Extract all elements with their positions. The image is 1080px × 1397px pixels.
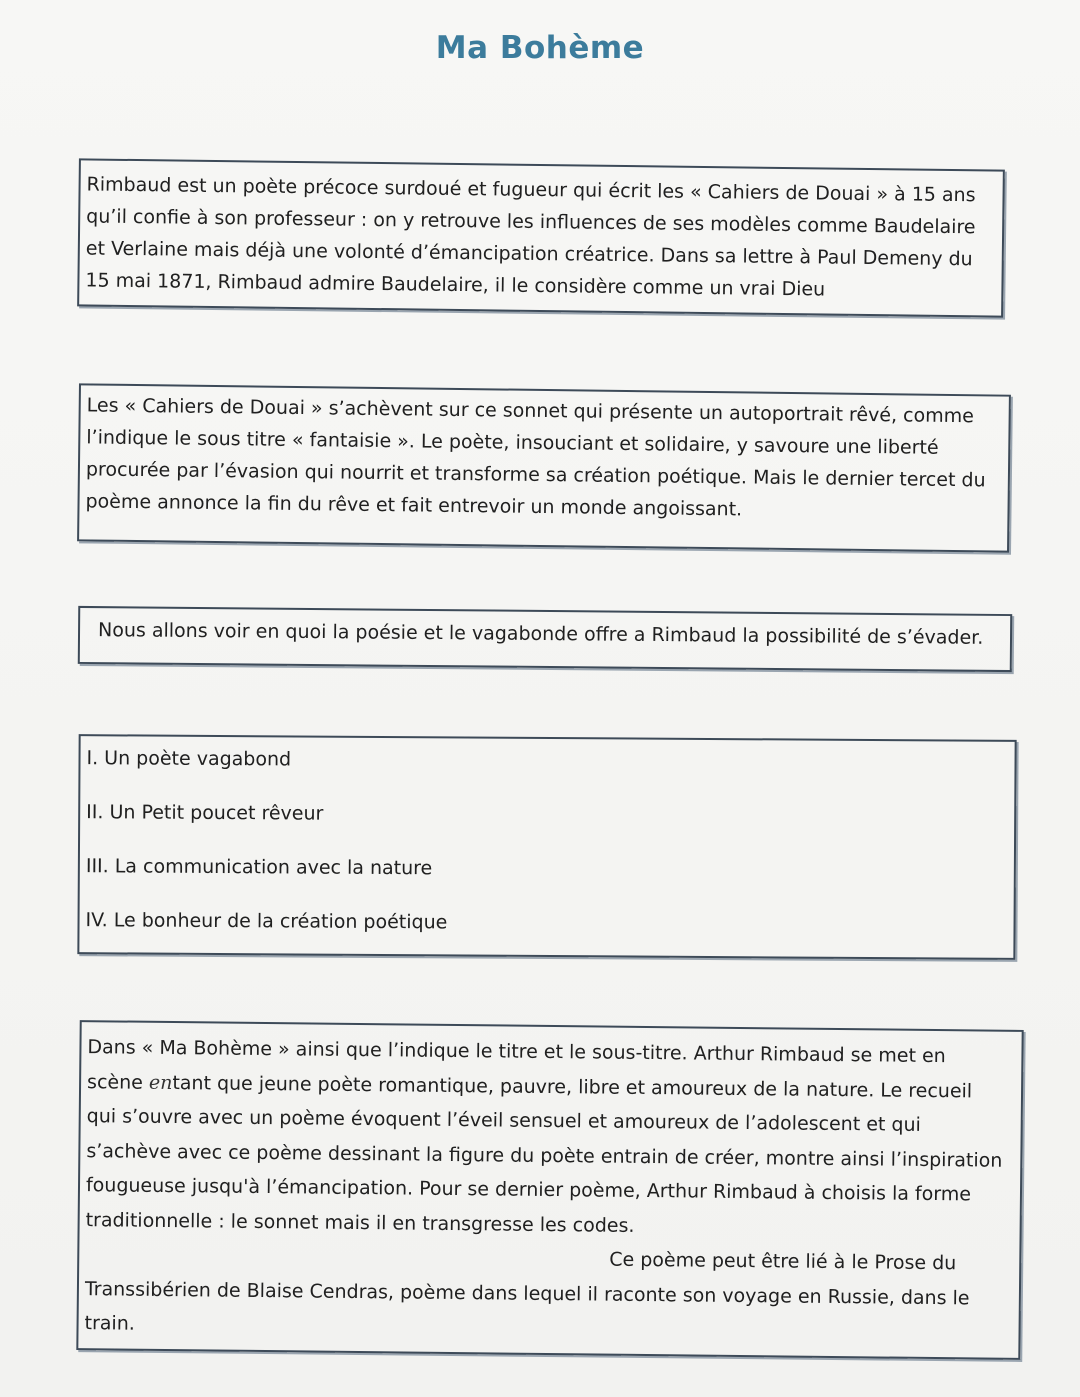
summary-box [77, 383, 1011, 552]
conclusion-box [76, 1020, 1023, 1360]
plan-item-3: III. La communication avec la nature [85, 855, 433, 880]
intro-box [77, 158, 1005, 317]
page-title: Ma Bohème [435, 30, 645, 66]
problematique-box [78, 606, 1012, 672]
conclusion-text-part1: Dans « Ma Bohème » ainsi que l’indique le titre et le sous-titre. Arthur Rimbaud se met en scène [86, 1036, 946, 1094]
plan-item-1: I. Un poète vagabond [86, 747, 292, 771]
plan-item-4: IV. Le bonheur de la création poétique [85, 909, 448, 934]
plan-box [77, 734, 1016, 960]
summary-paragraph: Les « Cahiers de Douai » s’achèvent sur ce sonnet qui présente un autoportrait rêvé, comme l’indique le sous titre « fantaisie ». Le poète, insouciant et solidaire, y savoure une liberté procurée par l’évasion qui nourrit et transforme sa création poétique. Mais le dernier tercet du poème annonce la fin du rêve et fait entrevoir un monde angoissant. [85, 394, 986, 521]
handwritten-correction: en [148, 1071, 173, 1094]
intro-paragraph: Rimbaud est un poète précoce surdoué et fugueur qui écrit les « Cahiers de Douai » à 15 ans qu’il confie à son professeur : on y retrouve les influences de ses modèles comme Baudelaire et Verlaine mais déjà une volonté d’émancipation créatrice. Dans sa lettre à Paul Demeny du 15 mai 1871, Rimbaud admire Baudelaire, il le considère comme un vrai Dieu [85, 173, 976, 301]
plan-item-2: II. Un Petit poucet rêveur [86, 801, 324, 825]
conclusion-text-part3: Ce poème peut être lié à le Prose du [609, 1248, 957, 1275]
conclusion-text-part4: Transsibérien de Blaise Cendras, poème dans lequel il raconte son voyage en Russie, dans le train. [84, 1277, 970, 1335]
conclusion-text-part2: tant que jeune poète romantique, pauvre, libre et amoureux de la nature. Le recueil qui s’ouvre avec un poème évoquent l’éveil sensuel et amoureux de l’adolescent et qui s’achève avec ce poème dessinant la figure du poète entrain de créer, montre ainsi l’inspiration fougueuse jusqu'à l’émancipation. Pour se dernier poème, Arthur Rimbaud à choisis la forme traditionnelle : le sonnet mais il en transgresse les codes. [85, 1071, 1003, 1237]
conclusion-paragraph [84, 1030, 1007, 1350]
problematique-paragraph: Nous allons voir en quoi la poésie et le vagabonde offre a Rimbaud la possibilité de s’évader. [97, 619, 984, 649]
